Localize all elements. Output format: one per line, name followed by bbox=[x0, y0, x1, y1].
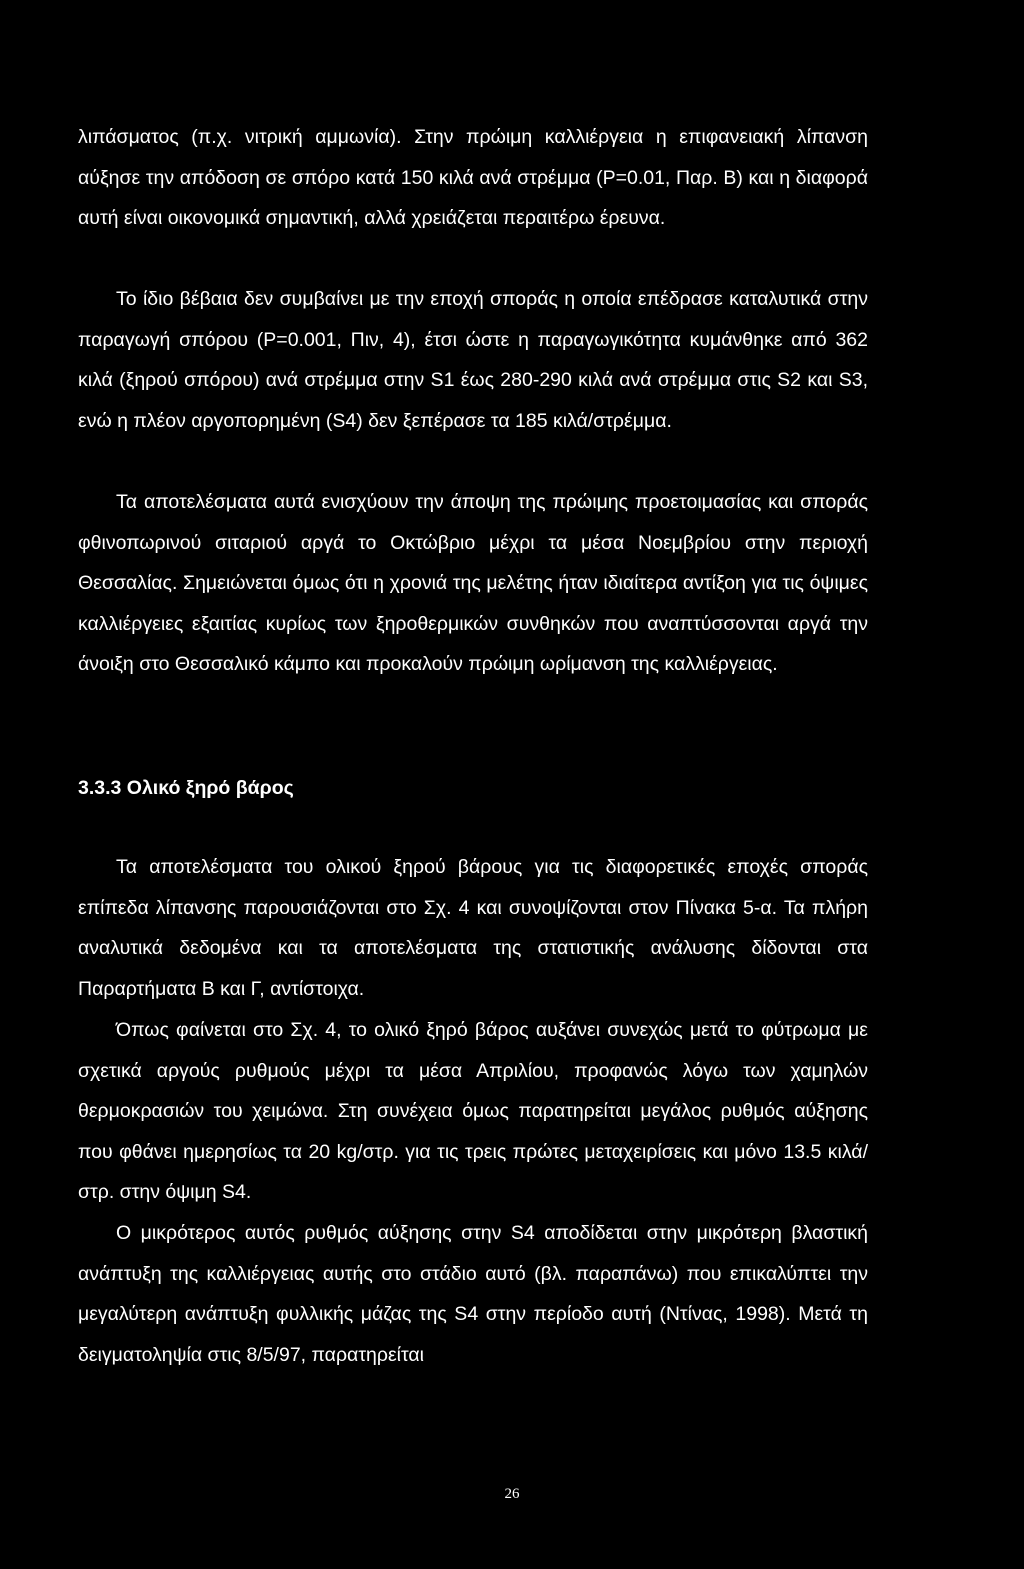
page-number: 26 bbox=[504, 1486, 520, 1502]
paragraph-early-sowing-conclusion: Τα αποτελέσματα αυτά ενισχύουν την άποψη της πρώιμης προετοιμασίας και σποράς φθινοπωρινού σιταριού αργά το Οκτώβριο μέχρι τα μέσα Νοεμβρίου στην περιοχή Θεσσαλίας. Σημειώνεται όμως ότι η χρονιά της μελέτης ήταν ιδιαίτερα αντίξοη για τις όψιμες καλλιέργειες εξαιτίας κυρίως των ξηροθερμικών συνθηκών που αναπτύσσονται αργά την άνοιξη στο Θεσσαλικό κάμπο και προκαλούν πρώιμη ωρίμανση της καλλιέργειας. bbox=[78, 491, 868, 675]
paragraph-s4-growth-rate: Ο μικρότερος αυτός ρυθμός αύξησης στην S4 αποδίδεται στην μικρότερη βλαστική ανάπτυξη της καλλιέργειας αυτής στο στάδιο αυτό (βλ. παραπάνω) που επικαλύπτει την μεγαλύτερη ανάπτυξη φυλλικής μάζας της S4 στην περίοδο αυτή (Ντίνας, 1998). Μετά τη δειγματοληψία στις 8/5/97, παρατηρείται bbox=[78, 1222, 868, 1366]
paragraph-dry-weight-results: Τα αποτελέσματα του ολικού ξηρού βάρους για τις διαφορετικές εποχές σποράς επίπεδα λίπανσης παρουσιάζονται στο Σχ. 4 και συνοψίζονται στον Πίνακα 5-α. Τα πλήρη αναλυτικά δεδομένα και τα αποτελέσματα της στατιστικής ανάλυσης δίδονται στα Παραρτήματα Β και Γ, αντίστοιχα. bbox=[78, 856, 868, 1000]
paragraph-sowing-season-effect: Το ίδιο βέβαια δεν συμβαίνει με την εποχή σποράς η οποία επέδρασε καταλυτικά στην παραγωγή σπόρου (Ρ=0.001, Πιν, 4), έτσι ώστε η παραγωγικότητα κυμάνθηκε από 362 κιλά (ξηρού σπόρου) ανά στρέμμα στην S1 έως 280-290 κιλά ανά στρέμμα στις S2 και S3, ενώ η πλέον αργοπορημένη (S4) δεν ξεπέρασε τα 185 κιλά/στρέμμα. bbox=[78, 288, 868, 432]
paragraph-fertilization-yield: λιπάσματος (π.χ. νιτρική αμμωνία). Στην πρώιμη καλλιέργεια η επιφανειακή λίπανση αύξησε την απόδοση σε σπόρο κατά 150 κιλά ανά στρέμμα (Ρ=0.01, Παρ. Β) και η διαφορά αυτή είναι οικονομικά σημαντική, αλλά χρειάζεται περαιτέρω έρευνα. bbox=[78, 126, 868, 229]
paragraph-dry-weight-growth: Όπως φαίνεται στο Σχ. 4, το ολικό ξηρό βάρος αυξάνει συνεχώς μετά το φύτρωμα με σχετικά αργούς ρυθμούς μέχρι τα μέσα Απριλίου, προφανώς λόγω των χαμηλών θερμοκρασιών του χειμώνα. Στη συνέχεια όμως παρατηρείται μεγάλος ρυθμός αύξησης που φθάνει ημερησίως τα 20 kg/στρ. για τις τρεις πρώτες μεταχειρίσεις και μόνο 13.5 κιλά/στρ. στην όψιμη S4. bbox=[78, 1019, 868, 1203]
section-heading: 3.3.3 Ολικό ξηρό βάρος bbox=[78, 777, 294, 799]
